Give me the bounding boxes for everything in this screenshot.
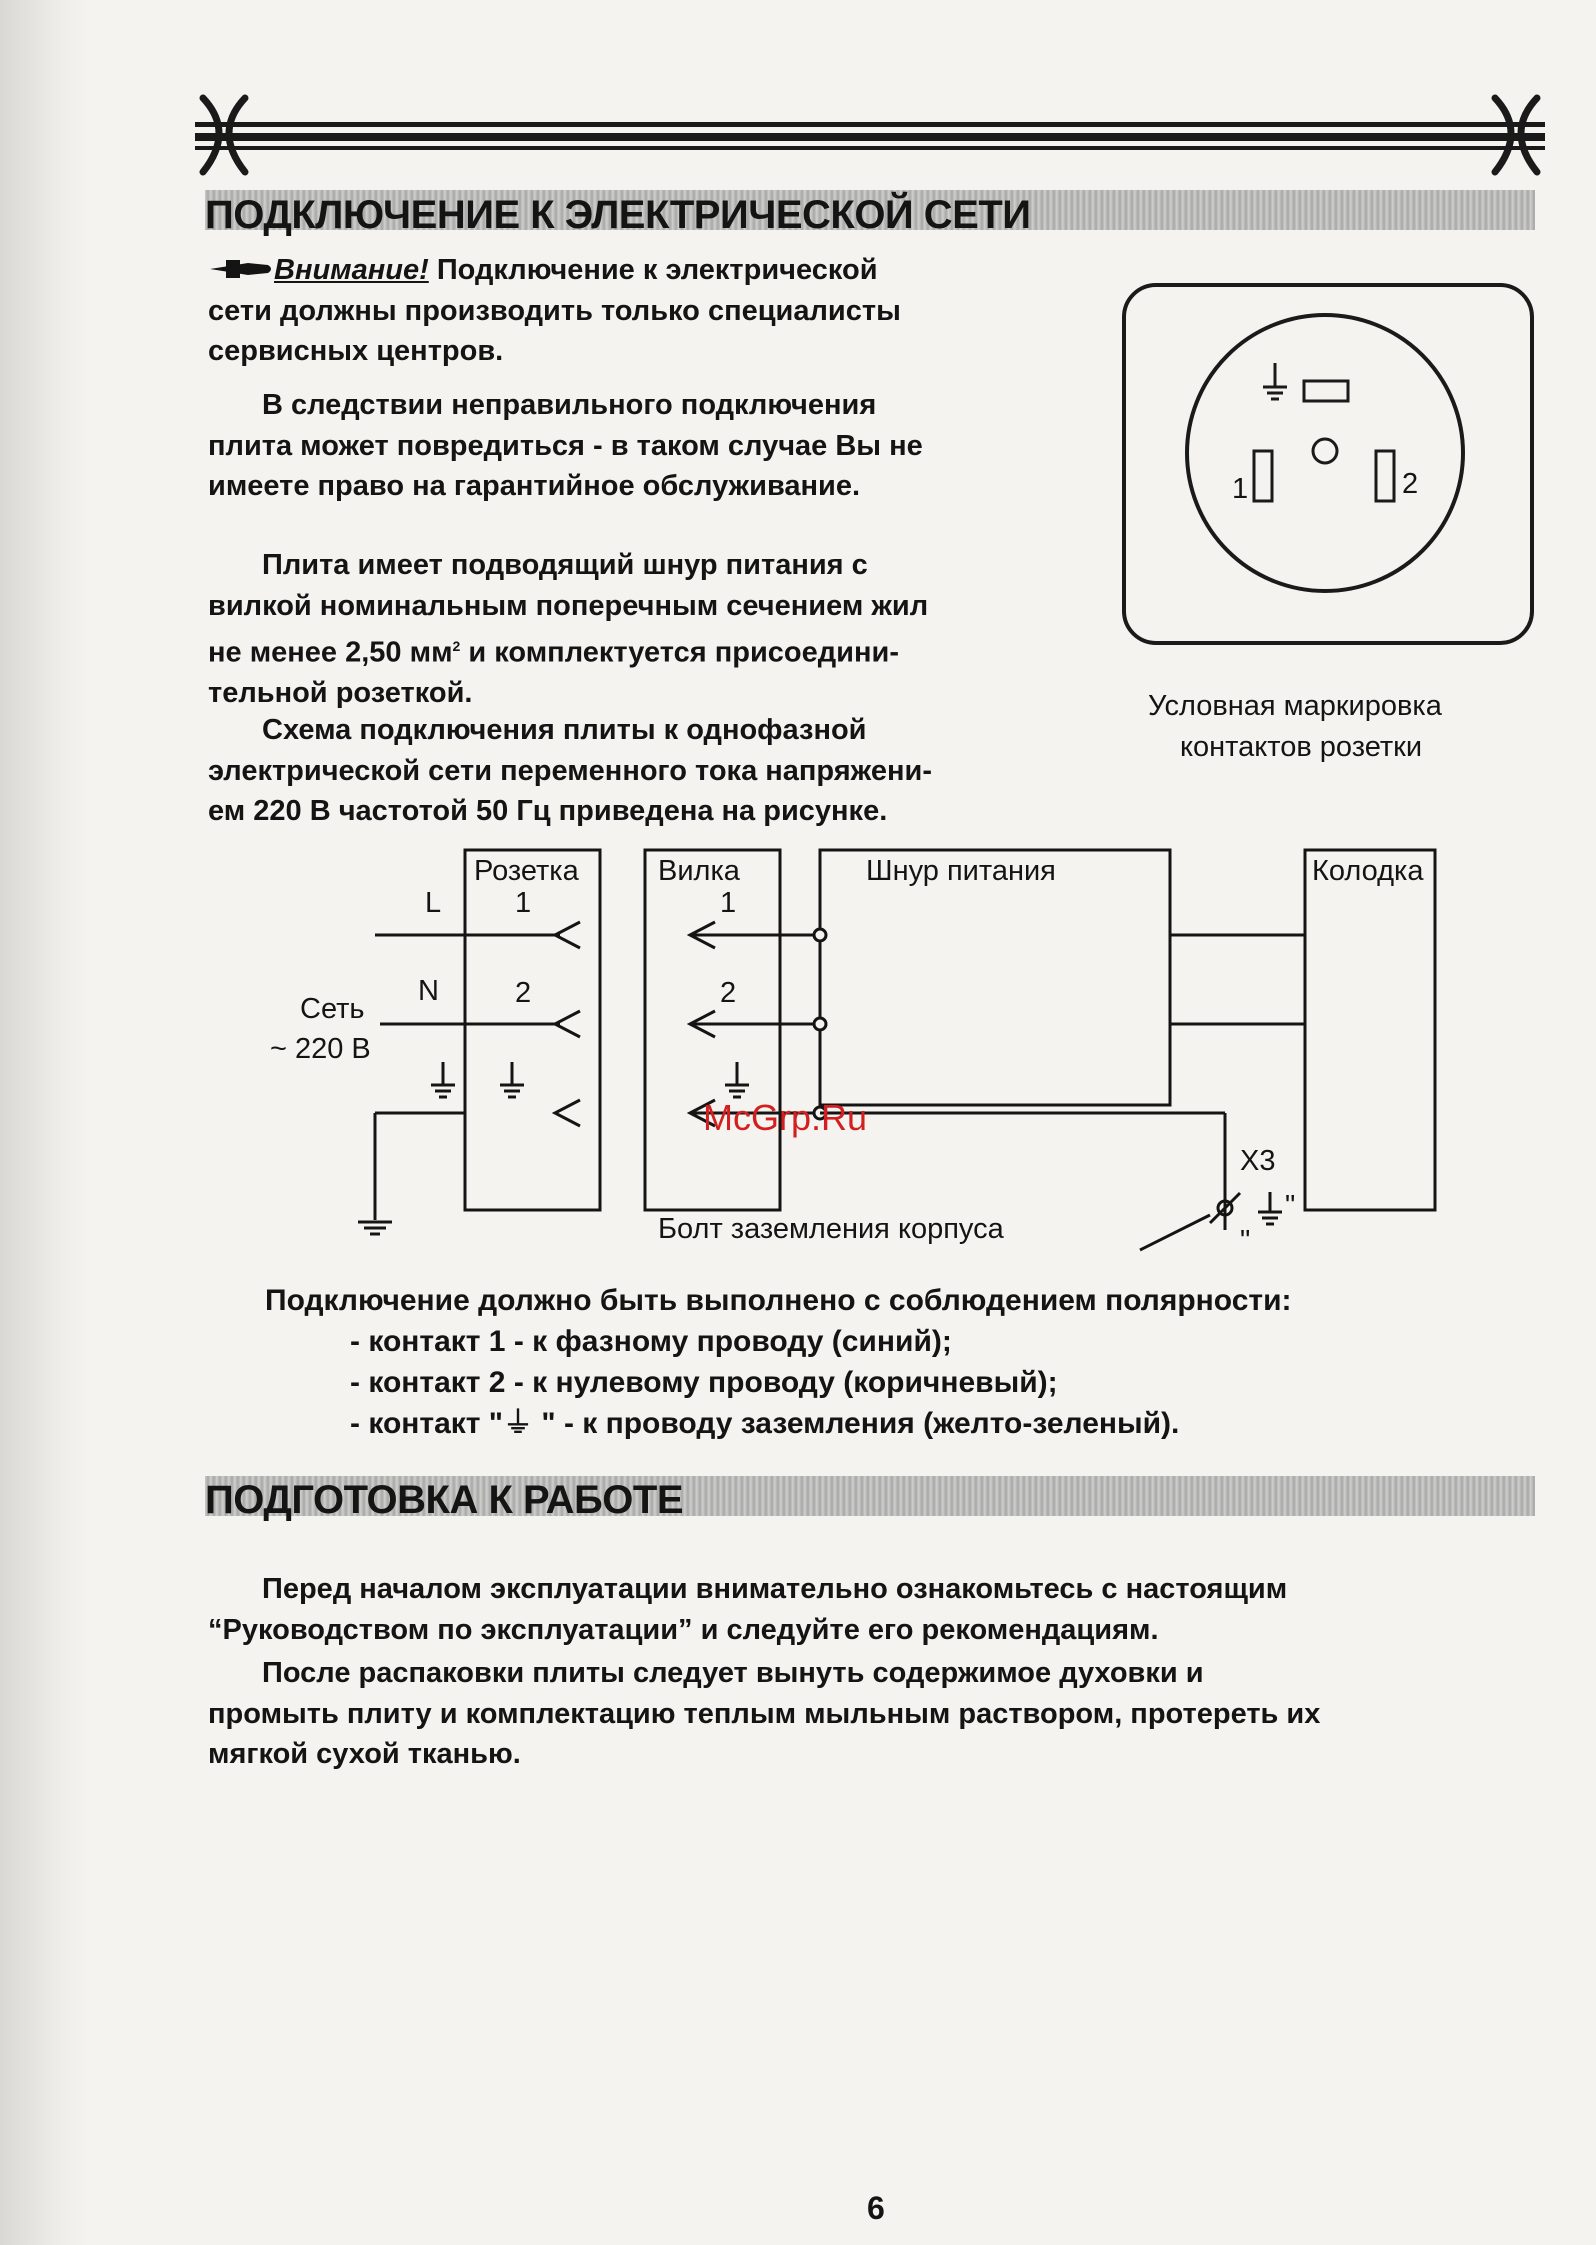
prep-line: Перед началом эксплуатации внимательно ознакомьтесь с настоящим (262, 1573, 1288, 1605)
polarity-item-3-end: " - к проводу заземления (желто-зеленый). (533, 1407, 1180, 1440)
bolt-ground-symbol-icon (1258, 1192, 1282, 1224)
ground-symbol-icon (431, 1062, 455, 1097)
superscript: 2 (452, 638, 461, 654)
watermark: McGrp.Ru (703, 1097, 868, 1138)
cord-line: тельной розеткой. (208, 677, 473, 710)
polarity-intro: Подключение должно быть выполнено с соблюдением полярности: (265, 1284, 1292, 1317)
prep-line: промыть плиту и комплектацию теплым мыльным раствором, протереть их (208, 1697, 1321, 1730)
scheme-line: электрической сети переменного тока напряжени- (208, 754, 932, 787)
socket-num-2: 2 (515, 977, 532, 1009)
header-ornament (195, 92, 1545, 178)
notice-lead: Внимание! (274, 254, 429, 286)
section-heading-connection: ПОДКЛЮЧЕНИЕ К ЭЛЕКТРИЧЕСКОЙ СЕТИ (205, 193, 1031, 237)
ground-symbol-icon (358, 1222, 392, 1234)
warning-line: плита может повредиться - в таком случае Вы не (208, 429, 923, 462)
plug-num-2: 2 (720, 977, 737, 1009)
prep-line: мягкой сухой тканью. (208, 1738, 521, 1770)
prep-line: “Руководством по эксплуатации” и следуйте его рекомендациям. (208, 1613, 1159, 1646)
label-N: N (418, 975, 439, 1007)
notice-line: сервисных центров. (208, 335, 504, 367)
polarity-requirements (265, 1280, 1292, 1444)
preparation-paragraph-1 (208, 1569, 1287, 1650)
ground-symbol-icon (725, 1062, 749, 1097)
contact-1-label: 1 (1232, 473, 1249, 505)
cord-line: Плита имеет подводящий шнур питания с (262, 549, 868, 581)
plug-num-1: 1 (720, 887, 737, 919)
label-cord: Шнур питания (866, 855, 1056, 887)
bolt-quote-close: " (1285, 1190, 1296, 1222)
socket-box (465, 850, 600, 1210)
socket-caption-line1: Условная маркировка (1148, 690, 1442, 722)
cord-terminal-1 (814, 929, 826, 941)
warning-line: В следствии неправильного подключения (262, 389, 877, 421)
warning-paragraph (208, 385, 923, 507)
cord-line: вилкой номинальным поперечным сечением жил (208, 589, 929, 622)
scheme-line: ем 220 В частотой 50 Гц приведена на рисунке. (208, 795, 888, 827)
socket-contact-ground (555, 1100, 580, 1126)
plug-box (645, 850, 780, 1210)
label-x3: Х3 (1240, 1145, 1276, 1177)
polarity-item-2: - контакт 2 - к нулевому проводу (коричневый); (350, 1366, 1058, 1399)
notice-text: Подключение к электрической (428, 254, 878, 286)
socket-outline (1187, 315, 1463, 591)
ground-symbol-icon (500, 1062, 524, 1097)
socket-marking-figure (1122, 283, 1534, 645)
wiring-diagram (250, 840, 1470, 1260)
label-bolt: Болт заземления корпуса (658, 1213, 1004, 1245)
pointing-hand-icon (208, 256, 274, 282)
ground-symbol-icon (1263, 363, 1287, 399)
cord-box (820, 850, 1170, 1105)
label-voltage: ~ 220 В (270, 1033, 371, 1065)
socket-caption-line2: контактов розетки (1180, 731, 1423, 763)
label-net: Сеть (300, 993, 365, 1025)
scheme-paragraph (208, 710, 932, 832)
prep-line: После распаковки плиты следует вынуть содержимое духовки и (262, 1657, 1204, 1689)
contact-2-label: 2 (1402, 468, 1419, 500)
polarity-item-3-start: - контакт " (350, 1407, 504, 1440)
contact-slot-2 (1376, 451, 1394, 501)
notice-paragraph (208, 250, 901, 372)
section-heading-preparation: ПОДГОТОВКА К РАБОТЕ (205, 1478, 683, 1522)
label-socket: Розетка (474, 855, 579, 887)
label-plug: Вилка (658, 855, 740, 887)
scheme-line: Схема подключения плиты к однофазной (262, 714, 867, 746)
ground-contact-slot (1304, 381, 1348, 401)
polarity-item-3 (350, 1403, 1292, 1444)
page-number: 6 (867, 2190, 885, 2226)
bolt-leader-line (1140, 1215, 1210, 1250)
cord-terminal-2 (814, 1018, 826, 1030)
cord-paragraph (208, 545, 928, 714)
label-block: Колодка (1312, 855, 1424, 887)
bolt-quote-open: " (1240, 1225, 1251, 1257)
notice-line: сети должны производить только специалисты (208, 294, 901, 327)
warning-line: имеете право на гарантийное обслуживание. (208, 470, 861, 502)
socket-center-hole (1313, 439, 1337, 463)
label-L: L (425, 887, 442, 919)
polarity-item-1: - контакт 1 - к фазному проводу (синий); (350, 1325, 952, 1358)
socket-num-1: 1 (515, 887, 532, 919)
ground-symbol-icon: ⏚ (503, 1407, 534, 1440)
scan-shadow-edge (0, 0, 90, 2245)
cord-line: и комплектуется присоедини- (460, 636, 899, 669)
preparation-paragraph-2 (208, 1653, 1320, 1775)
contact-slot-1 (1254, 451, 1272, 501)
block-box (1305, 850, 1435, 1210)
cord-line: не менее 2,50 мм (208, 636, 453, 669)
